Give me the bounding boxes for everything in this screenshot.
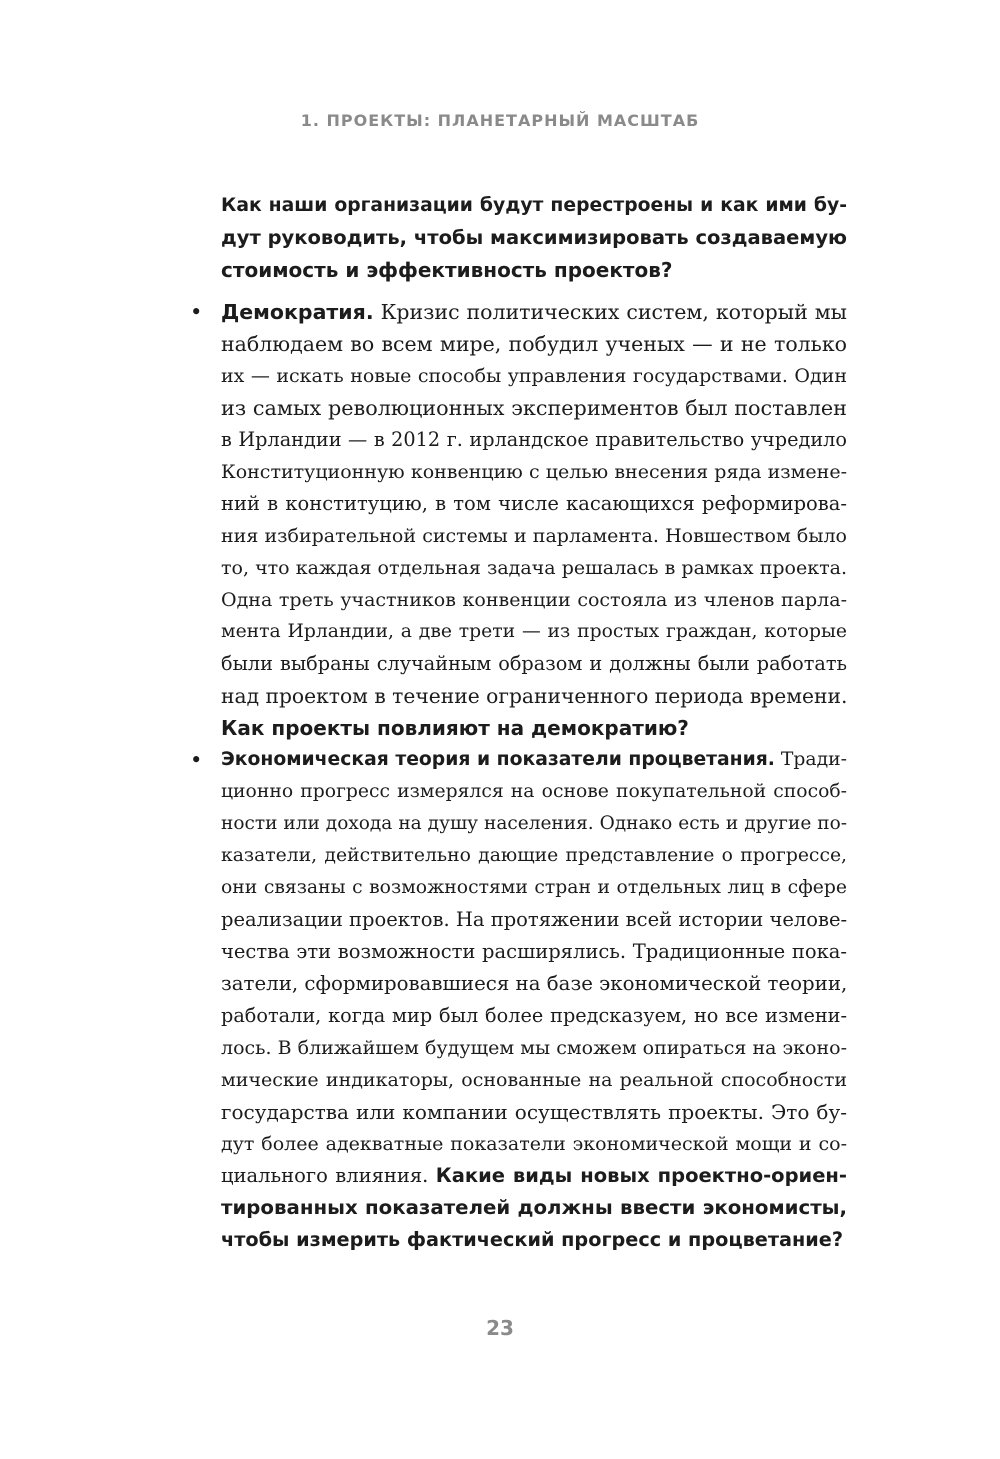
economics-line: реализации проектов. На протяжении всей истории челове- bbox=[221, 908, 848, 931]
intro-question bbox=[221, 190, 847, 286]
democracy-line: наблюдаем во всем мире, побудил ученых — и не только bbox=[221, 332, 847, 356]
economics-line: мические индикаторы, основанные на реальной способности bbox=[221, 1069, 847, 1091]
democracy-heading: Демократия. bbox=[221, 300, 374, 324]
economics-question-start: Какие виды новых проектно-ориен- bbox=[435, 1164, 847, 1187]
democracy-line: ний в конституцию, в том числе касающихся реформирова- bbox=[221, 492, 847, 515]
bullet-marker-economics: • bbox=[190, 748, 203, 772]
democracy-question: Как проекты повлияют на демократию? bbox=[221, 716, 689, 740]
page-number: 23 bbox=[486, 1316, 514, 1340]
economics-line: лось. В ближайшем будущем мы сможем опираться на эконо- bbox=[221, 1037, 847, 1059]
democracy-line: мента Ирландии, а две трети — из простых граждан, которые bbox=[221, 621, 847, 642]
democracy-first-line-text: Кризис политических систем, который мы bbox=[373, 300, 847, 324]
economics-line: ности или дохода на душу населения. Однако есть и другие по- bbox=[221, 813, 847, 834]
democracy-paragraph bbox=[221, 296, 847, 744]
economics-mixed-line bbox=[221, 1160, 847, 1192]
economics-first-line-tail: Тради- bbox=[774, 749, 847, 770]
economics-line: они связаны с возможностями стран и отдельных лиц в сфере bbox=[221, 877, 847, 898]
democracy-line: Одна треть участников конвенции состояла из членов парла- bbox=[221, 589, 847, 611]
democracy-line: над проектом в течение ограниченного периода времени. bbox=[221, 684, 848, 708]
democracy-line: Конституционную конвенцию с целью внесения ряда измене- bbox=[221, 461, 847, 483]
democracy-line: были выбраны случайным образом и должны были работать bbox=[221, 652, 847, 675]
economics-line: затели, сформировавшиеся на базе экономической теории, bbox=[221, 972, 848, 995]
economics-question-line: тированных показателей должны ввести экономисты, bbox=[221, 1196, 847, 1219]
economics-first-line bbox=[221, 744, 847, 776]
running-head: 1. ПРОЕКТЫ: ПЛАНЕТАРНЫЙ МАСШТАБ bbox=[300, 111, 700, 130]
democracy-line: ния избирательной системы и парламента. Новшеством было bbox=[221, 525, 847, 547]
economics-heading: Экономическая теория и показатели процветания. bbox=[221, 749, 775, 770]
bullet-marker-democracy: • bbox=[190, 300, 203, 324]
intro-question-line: дут руководить, чтобы максимизировать создаваемую bbox=[221, 226, 847, 249]
intro-question-line: Как наши организации будут перестроены и как ими бу- bbox=[221, 195, 847, 216]
democracy-line: их — искать новые способы управления государствами. Один bbox=[221, 365, 847, 387]
economics-line: работали, когда мир был более предсказуем, но все измени- bbox=[221, 1004, 847, 1027]
economics-last-plain: циального влияния. bbox=[221, 1164, 436, 1187]
democracy-line: то, что каждая отдельная задача решалась в рамках проекта. bbox=[221, 557, 847, 579]
democracy-line: в Ирландии — в 2012 г. ирландское правительство учредило bbox=[221, 428, 847, 451]
economics-line: казатели, действительно дающие представление о прогрессе, bbox=[221, 845, 847, 866]
economics-line: ционно прогресс измерялся на основе покупательной способ- bbox=[221, 781, 847, 802]
democracy-first-line bbox=[221, 296, 847, 328]
intro-question-line: стоимость и эффективность проектов? bbox=[221, 258, 673, 282]
economics-question-line: чтобы измерить фактический прогресс и процветание? bbox=[221, 1228, 844, 1251]
economics-line: чества эти возможности расширялись. Традиционные пока- bbox=[221, 940, 847, 963]
economics-line: дут более адекватные показатели экономической мощи и со- bbox=[221, 1133, 847, 1155]
democracy-line: из самых революционных экспериментов был поставлен bbox=[221, 396, 847, 420]
economics-line: государства или компании осуществлять проекты. Это бу- bbox=[221, 1100, 847, 1124]
economics-paragraph bbox=[221, 744, 847, 1256]
